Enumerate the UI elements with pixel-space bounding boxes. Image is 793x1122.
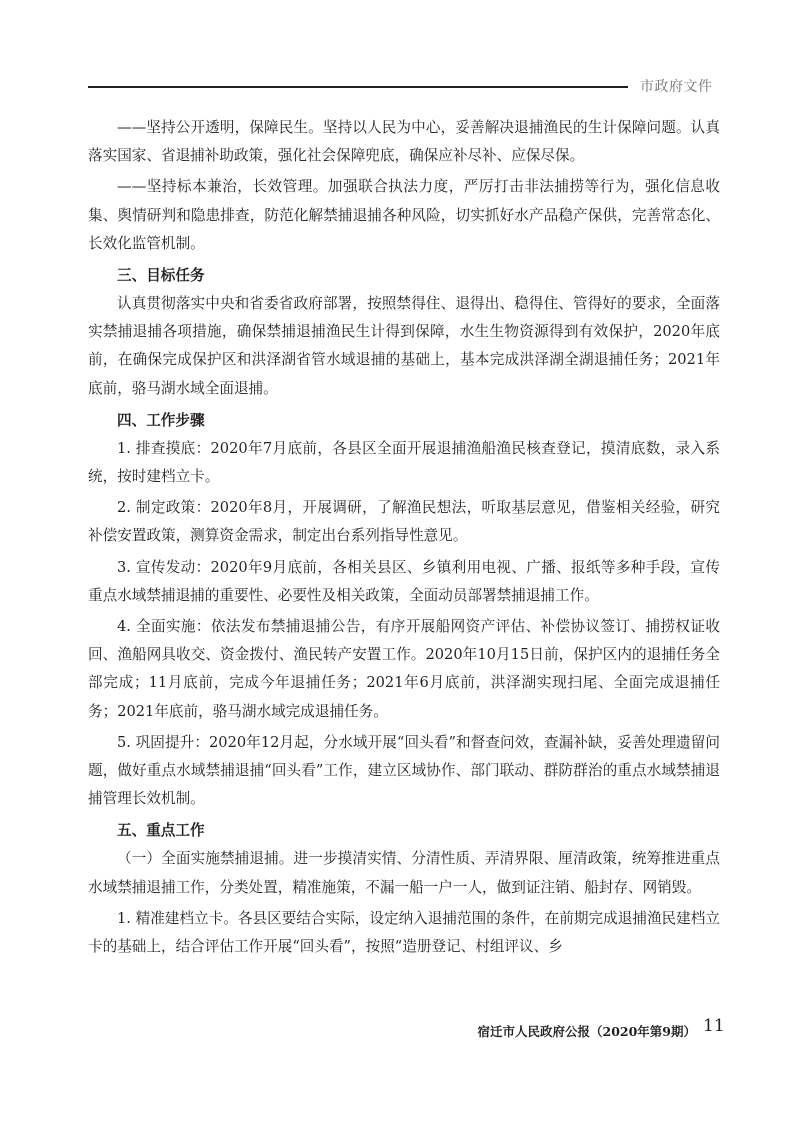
paragraph: 2. 制定政策：2020年8月，开展调研，了解渔民想法，听取基层意见，借鉴相关经验，研究补偿安置政策，测算资金需求，制定出台系列指导性意见。 — [88, 499, 720, 545]
header-rule — [88, 86, 628, 88]
section-heading: 五、重点工作 — [117, 822, 205, 840]
paragraph: ——坚持标本兼治，长效管理。加强联合执法力度，严厉打击非法捕捞等行为，强化信息收集、舆情研判和隐患排查，防范化解禁捕退捕各种风险，切实抓好水产品稳产保供，完善常态化、长效化监管机制。 — [88, 178, 720, 252]
paragraph: 4. 全面实施：依法发布禁捕退捕公告，有序开展船网资产评估、补偿协议签订、捕捞权证收回、渔船网具收交、资金拨付、渔民转产安置工作。2020年10月15日前，保护区内的退捕任务全部完成；11月底前，完成今年退捕任务；2021年6月底前，洪泽湖实现扫尾、全面完成退捕任务；2021年底前，骆马湖水域完成退捕任务。 — [88, 618, 720, 720]
paragraph: 1. 排查摸底：2020年7月底前，各县区全面开展退捕渔船渔民核查登记，摸清底数，录入系统，按时建档立卡。 — [88, 439, 720, 486]
paragraph: （一）全面实施禁捕退捕。进一步摸清实情、分清性质、弄清界限、厘清政策，统筹推进重点水域禁捕退捕工作，分类处置，精准施策，不漏一船一户一人，做到证注销、船封存、网销毁。 — [88, 850, 720, 896]
publication-title: 宿迁市人民政府公报（2020年第9期） — [477, 1024, 696, 1039]
paragraph: 5. 巩固提升：2020年12月起，分水域开展“回头看”和督查问效，查漏补缺，妥善处理遗留问题，做好重点水域禁捕退捕“回头看”工作，建立区域协作、部门联动、群防群治的重点水域禁捕退捕管理长效机制。 — [88, 733, 720, 808]
section-heading: 三、目标任务 — [117, 267, 205, 285]
section-heading: 四、工作步骤 — [117, 411, 205, 429]
header-label: 市政府文件 — [640, 79, 713, 95]
page-number: 11 — [703, 1016, 725, 1036]
paragraph: 1. 精准建档立卡。各县区要结合实际，设定纳入退捕范围的条件，在前期完成退捕渔民建档立卡的基础上，结合评估工作开展“回头看”，按照“造册登记、村组评议、乡 — [88, 909, 720, 956]
paragraph: 认真贯彻落实中央和省委省政府部署，按照禁得住、退得出、稳得住、管得好的要求，全面落实禁捕退捕各项措施，确保禁捕退捕渔民生计得到保障，水生生物资源得到有效保护，2020年底前，在确保完成保护区和洪泽湖省管水域退捕的基础上，基本完成洪泽湖全湖退捕任务；2021年底前，骆马湖水域全面退捕。 — [88, 295, 720, 397]
paragraph: 3. 宣传发动：2020年9月底前，各相关县区、乡镇利用电视、广播、报纸等多种手段，宣传重点水域禁捕退捕的重要性、必要性及相关政策，全面动员部署禁捕退捕工作。 — [88, 558, 720, 604]
document-body — [88, 114, 720, 961]
paragraph: ——坚持公开透明，保障民生。坚持以人民为中心，妥善解决退捕渔民的生计保障问题。认真落实国家、省退捕补助政策，强化社会保障兜底，确保应补尽补、应保尽保。 — [88, 119, 720, 165]
